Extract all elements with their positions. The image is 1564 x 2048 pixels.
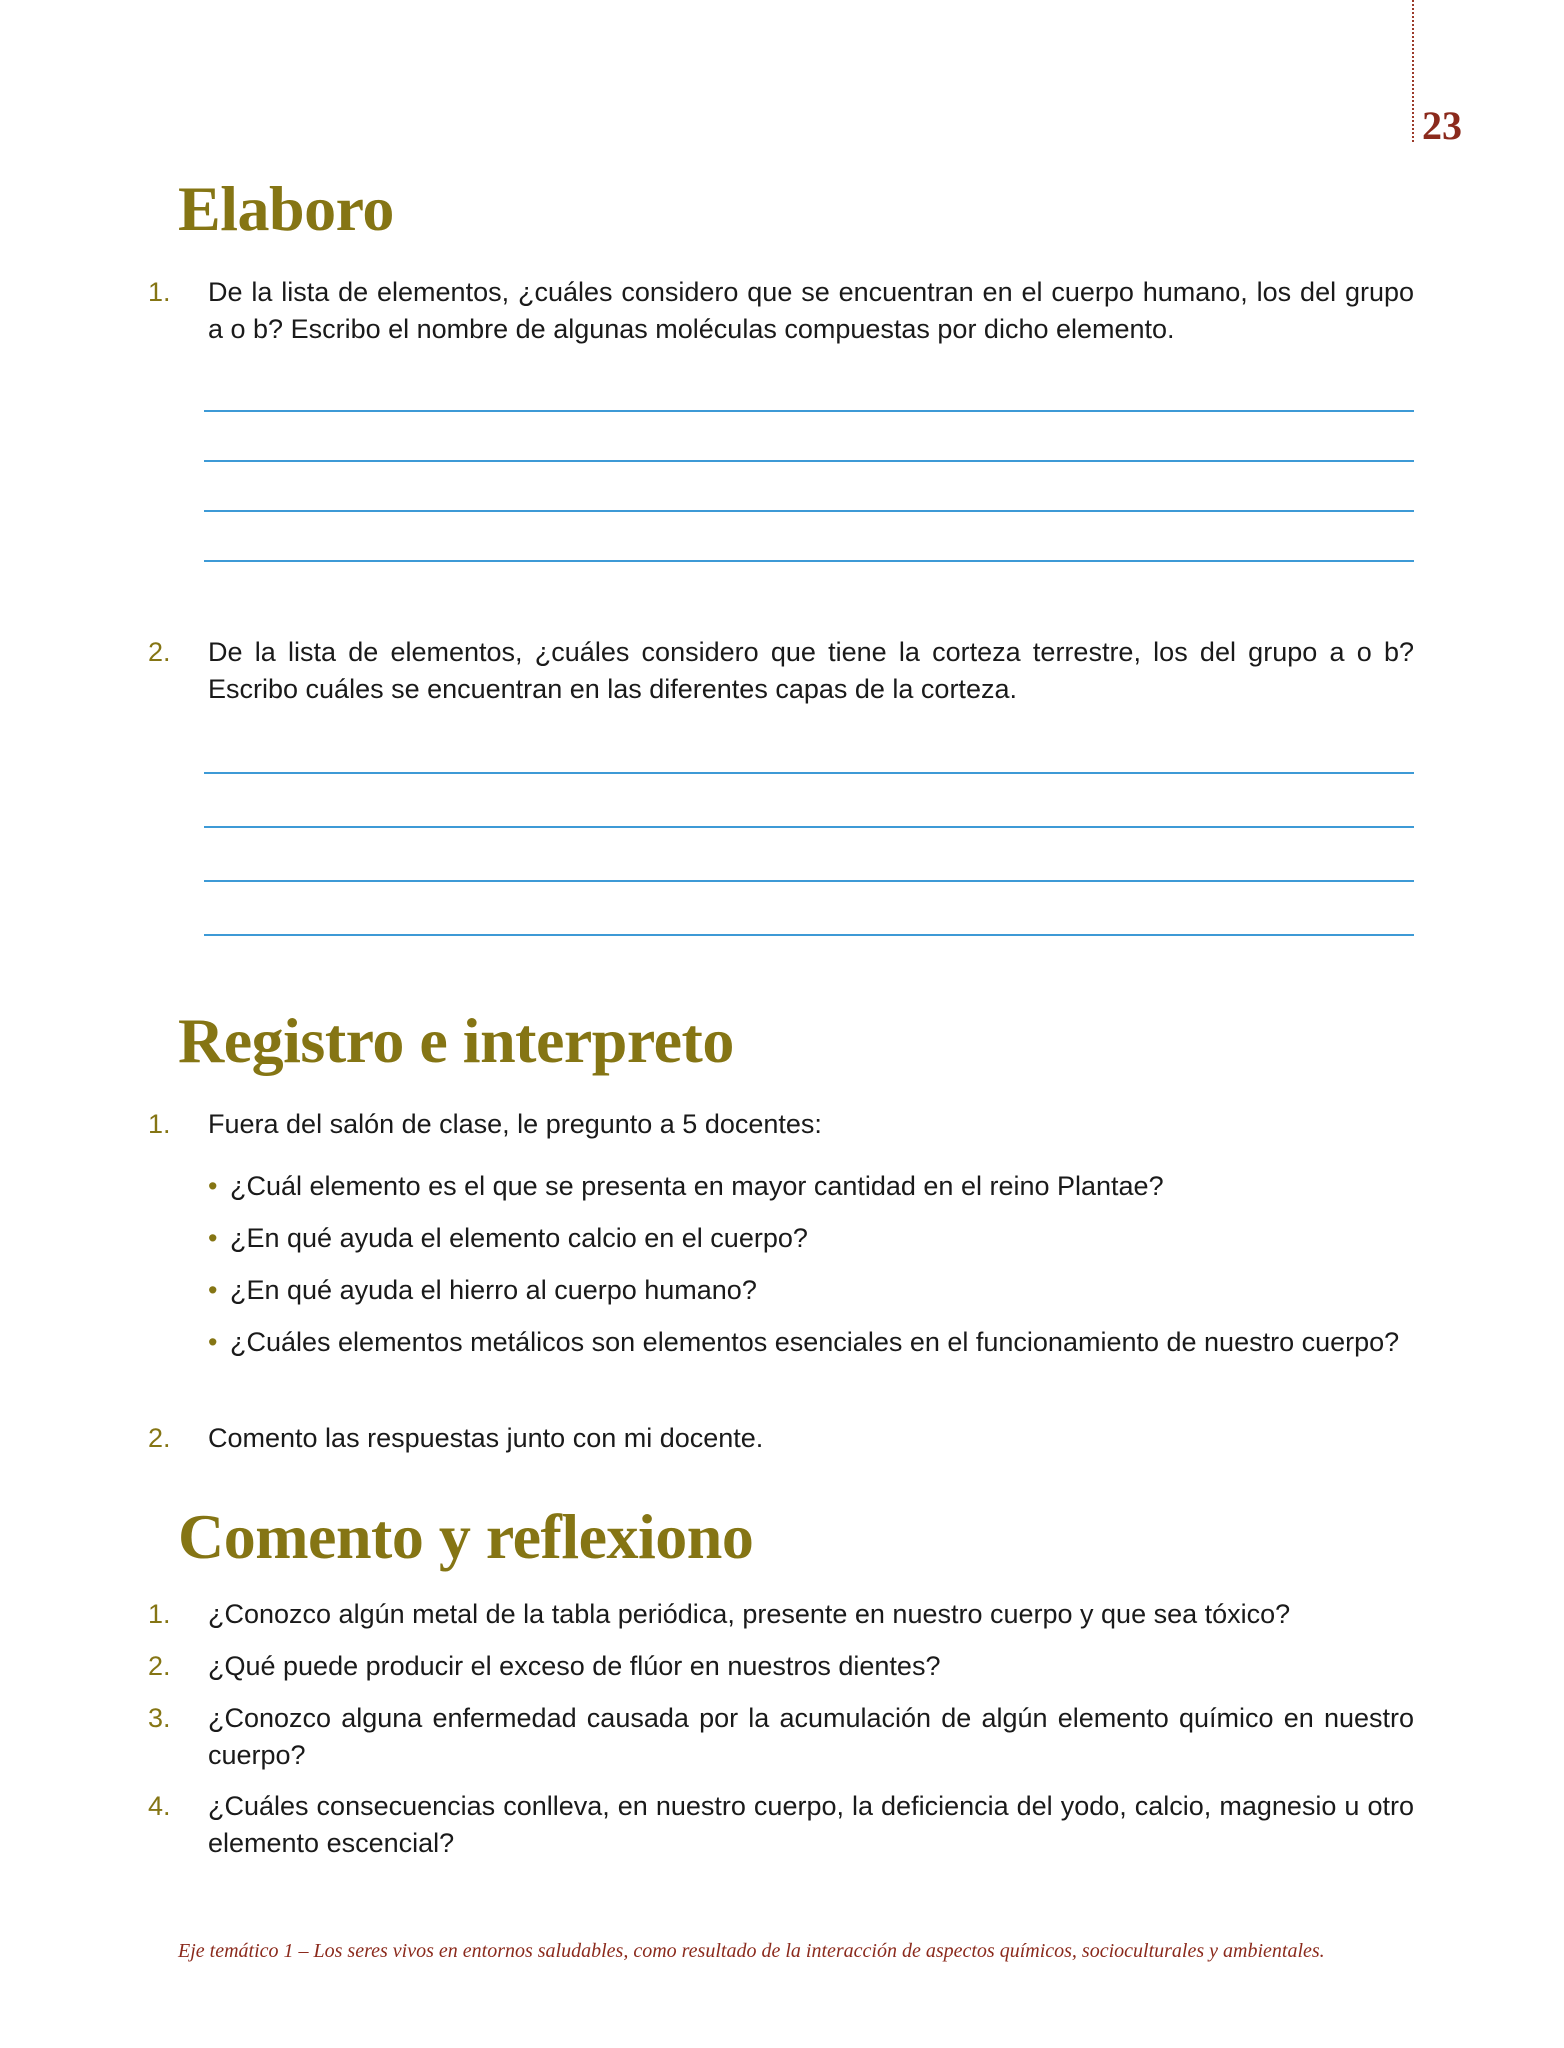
bullet-dot-icon: • [208,1327,218,1357]
section-title-comento: Comento y reflexiono [178,1501,754,1572]
elaboro-question-1 [148,274,1414,348]
question-text: ¿Conozco alguna enfermedad causada por la acumulación de algún elemento químico en nuestro cuerpo? [208,1703,1414,1770]
question-number: 2. [148,1651,171,1681]
page-footer: Eje temático 1 – Los seres vivos en entornos saludables, como resultado de la interacción de aspectos químicos, socioculturales y ambientales. [178,1940,1325,1962]
section-title-registro: Registro e interpreto [178,1005,734,1076]
answer-line[interactable] [204,460,1414,462]
answer-line[interactable] [204,560,1414,562]
answer-line[interactable] [204,880,1414,882]
registro-item-1 [148,1106,1414,1143]
item-text: Fuera del salón de clase, le pregunto a 5 docentes: [208,1109,822,1139]
elaboro-question-2 [148,634,1414,708]
answer-line[interactable] [204,934,1414,936]
bullet-dot-icon: • [208,1275,218,1305]
bullet-item [208,1168,1436,1205]
question-number: 2. [148,637,171,667]
item-text: Comento las respuestas junto con mi docente. [208,1423,764,1453]
answer-line[interactable] [204,772,1414,774]
bullet-text: ¿Cuáles elementos metálicos son elementos esenciales en el funcionamiento de nuestro cuerpo? [230,1327,1400,1357]
bullet-text: ¿En qué ayuda el elemento calcio en el cuerpo? [230,1223,808,1253]
page-number: 23 [1422,103,1462,148]
comento-question-4 [148,1788,1414,1862]
page-number-divider [1412,0,1414,142]
answer-line[interactable] [204,410,1414,412]
comento-question-1 [148,1596,1414,1633]
bullet-dot-icon: • [208,1223,218,1253]
item-number: 2. [148,1423,171,1453]
comento-question-2 [148,1648,1414,1685]
bullet-text: ¿Cuál elemento es el que se presenta en mayor cantidad en el reino Plantae? [230,1171,1164,1201]
answer-line[interactable] [204,826,1414,828]
comento-question-3 [148,1700,1414,1774]
question-text: ¿Qué puede producir el exceso de flúor en nuestros dientes? [208,1651,941,1681]
question-number: 4. [148,1791,171,1821]
bullet-item [208,1272,1436,1309]
registro-item-2 [148,1420,1414,1457]
bullet-dot-icon: • [208,1171,218,1201]
question-text: De la lista de elementos, ¿cuáles considero que se encuentran en el cuerpo humano, los del grupo a o b? Escribo el nombre de algunas moléculas compuestas por dicho elemento. [208,277,1414,344]
question-text: De la lista de elementos, ¿cuáles considero que tiene la corteza terrestre, los del grupo a o b? Escribo cuáles se encuentran en las diferentes capas de la corteza. [208,637,1414,704]
bullet-text: ¿En qué ayuda el hierro al cuerpo humano? [230,1275,757,1305]
item-number: 1. [148,1109,171,1139]
bullet-item [208,1220,1436,1257]
question-text: ¿Conozco algún metal de la tabla periódica, presente en nuestro cuerpo y que sea tóxico? [208,1599,1291,1629]
bullet-item [208,1324,1436,1361]
question-text: ¿Cuáles consecuencias conlleva, en nuestro cuerpo, la deficiencia del yodo, calcio, magnesio u otro elemento escencial? [208,1791,1414,1858]
question-number: 1. [148,277,171,307]
section-title-elaboro: Elaboro [178,173,394,244]
question-number: 3. [148,1703,171,1733]
answer-line[interactable] [204,510,1414,512]
question-number: 1. [148,1599,171,1629]
